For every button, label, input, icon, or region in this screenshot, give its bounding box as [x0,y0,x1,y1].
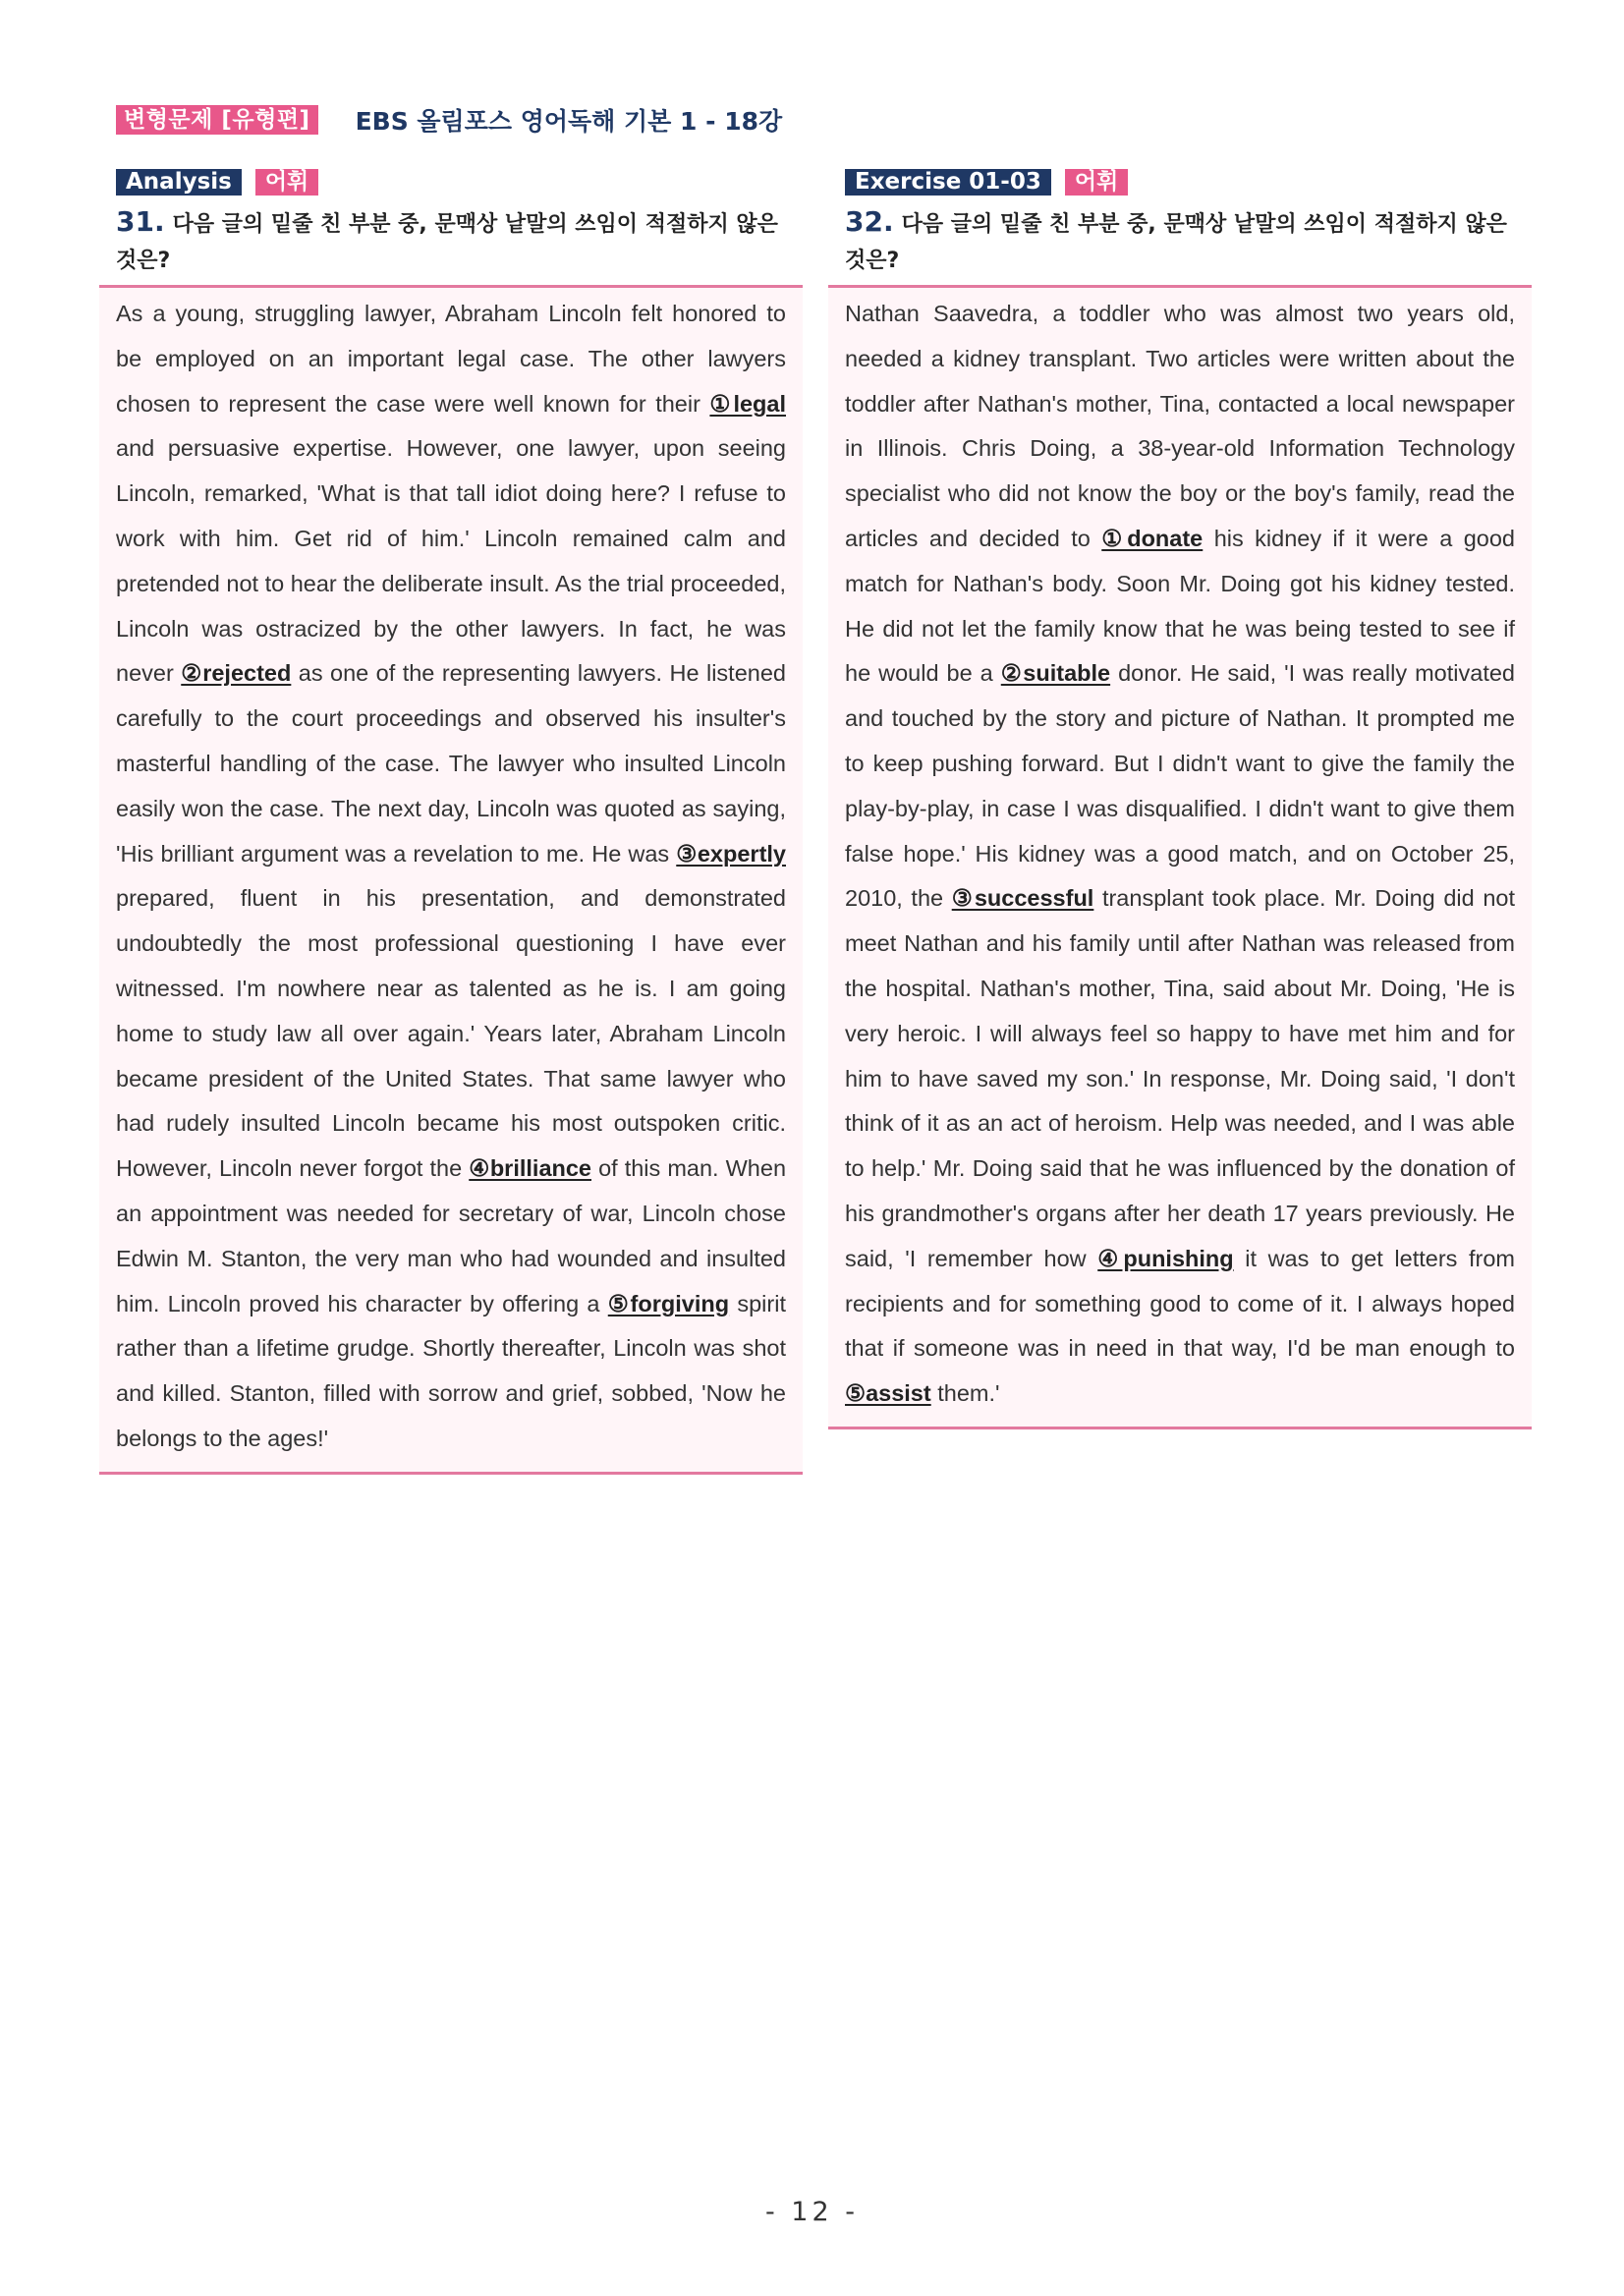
passage-segment: Nathan Saavedra, a toddler who was almost two years old, needed a kidney transplant. Two articles were written about the toddler after Nathan's mother, Tina, contacted a local newspaper in Illinois. Chris Doing, a 38-year-old Information Technology specialist who did not know the boy or the boy's family, read the articles and decided to [845,301,1515,551]
question-text: 다음 글의 밑줄 친 부분 중, 문맥상 낱말의 쓰임이 적절하지 않은 것은? [116,212,778,273]
vocab-tag: 어휘 [255,169,318,196]
header-title: EBS 올림포스 영어독해 기본 1 - 18강 [355,107,783,136]
question-31-column [99,169,803,1475]
underlined-word: ③expertly [676,840,786,867]
passage-segment: of this man. When an appointment was needed for secretary of war, Lincoln chose Edwin M. Stanton, the very man who had wounded and insulted him. Lincoln proved his character by offering a [116,1155,787,1316]
passage-segment: donor. He said, 'I was really motivated and touched by the story and picture of Nathan. It prompted me to keep pushing forward. But I didn't want to give the family the play-by-play, in case I was disqualified. I didn't want to give them false hope.' His kidney was a good match, and on October 25, 2010, the [845,660,1515,912]
question-32-column [828,169,1532,1429]
question-number: 31. [116,205,165,238]
question-text: 다음 글의 밑줄 친 부분 중, 문맥상 낱말의 쓰임이 적절하지 않은 것은? [845,212,1507,273]
underlined-word: ①donate [1101,525,1204,551]
page-number: - 12 - [764,2197,859,2227]
passage-text [845,292,1515,1417]
question-prompt [828,203,1532,279]
passage-segment: spirit rather than a lifetime grudge. Shortly thereafter, Lincoln was shot and killed. Stanton, filled with sorrow and grief, sobbed, 'Now he belongs to the ages!' [116,1290,786,1451]
underlined-word: ⑤assist [845,1380,931,1407]
passage-segment: his kidney if it were a good match for Nathan's body. Soon Mr. Doing got his kidney tested. He did not let the family know that he was being tested to see if he would be a [845,525,1515,687]
question-labels [99,169,803,196]
passage-segment: prepared, fluent in his presentation, and demonstrated undoubtedly the most professional questioning I have ever witnessed. I'm nowhere near as talented as he is. I am going home to study law all over again.' Years later, Abraham Lincoln became president of the United States. That same lawyer who had rudely insulted Lincoln became his most outspoken critic. However, Lincoln never forgot the [116,885,786,1182]
underlined-word: ③successful [951,885,1094,912]
passage-segment: it was to get letters from recipients and for something good to come of it. I always hoped that if someone was in need in that way, I'd be man enough to [845,1245,1515,1362]
underlined-word: ②suitable [1000,660,1111,687]
question-labels [828,169,1532,196]
passage-segment: As a young, struggling lawyer, Abraham Lincoln felt honored to be employed on an important legal case. The other lawyers chosen to represent the case were well known for their [116,301,786,417]
underlined-word: ④punishing [1097,1245,1234,1271]
exercise-label: Exercise 01-03 [845,169,1051,196]
passage-text [116,292,786,1462]
passage-box [99,285,803,1475]
underlined-word: ④brilliance [469,1155,592,1182]
passage-segment: and persuasive expertise. However, one lawyer, upon seeing Lincoln, remarked, 'What is that tall idiot doing here? I refuse to work with him. Get rid of him.' Lincoln remained calm and pretended not to hear the deliberate insult. As the trial proceeded, Lincoln was ostracized by the other lawyers. In fact, he was never [116,435,786,687]
underlined-word: ②rejected [181,660,292,687]
passage-segment: transplant took place. Mr. Doing did not meet Nathan and his family until after Nathan was released from the hospital. Nathan's mother, Tina, said about Mr. Doing, 'He is very heroic. I will always feel so happy to have met him and for him to have saved my son.' In response, Mr. Doing said, 'I don't think of it as an act of heroism. Help was needed, and I was able to help.' Mr. Doing said that he was influenced by the donation of his grandmother's organs after her death 17 years previously. He said, 'I remember how [845,885,1515,1271]
section-tag: 변형문제 [유형편] [116,105,318,135]
underlined-word: ⑤forgiving [607,1290,730,1316]
passage-box [828,285,1532,1429]
analysis-label: Analysis [116,169,242,196]
vocab-tag: 어휘 [1065,169,1128,196]
passage-segment: them.' [930,1380,1000,1407]
underlined-word: ①legal [709,390,786,417]
question-prompt [99,203,803,279]
passage-segment: as one of the representing lawyers. He listened carefully to the court proceedings and observed his insulter's masterful handling of the case. The lawyer who insulted Lincoln easily won the case. The next day, Lincoln was quoted as saying, 'His brilliant argument was a revelation to me. He was [116,660,786,867]
question-number: 32. [845,205,894,238]
page-header [116,102,782,138]
